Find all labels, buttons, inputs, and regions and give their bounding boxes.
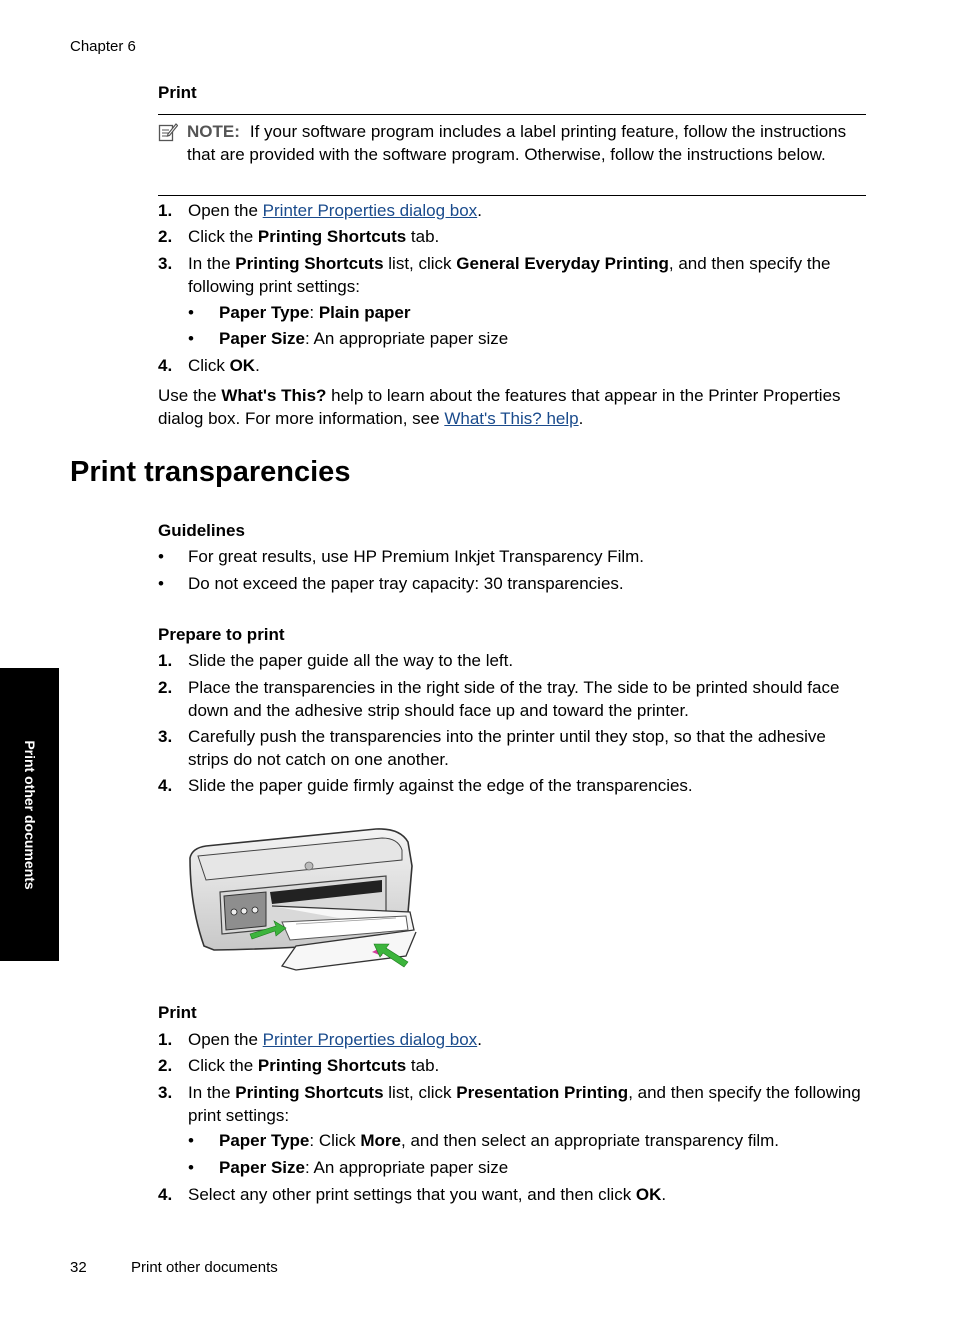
list-item — [158, 1082, 868, 1127]
step-bold: Printing Shortcuts — [257, 227, 407, 246]
step-bold: Presentation Printing — [456, 1083, 629, 1102]
help-paragraph — [158, 385, 868, 430]
section-heading-print: Print — [158, 83, 197, 102]
prepare-heading: Prepare to print — [158, 625, 285, 644]
step-number: 3. — [158, 1083, 173, 1102]
setting-text: : Click — [309, 1131, 361, 1150]
step-number: 1. — [158, 1030, 173, 1049]
note-text — [187, 121, 867, 166]
list-item — [188, 328, 868, 351]
bullet-dot: • — [188, 329, 194, 348]
note-body: If your software program includes a label printing feature, follow the instructions that are provided with the software program. Otherwise, follow the instructions below. — [187, 122, 847, 164]
step-text: Open the — [188, 1030, 263, 1049]
step-text: list, click — [383, 1083, 457, 1102]
note-top-rule — [158, 114, 866, 115]
list-item — [158, 650, 868, 673]
printer-illustration — [186, 826, 418, 972]
side-tab — [0, 668, 59, 961]
list-item — [158, 226, 868, 249]
step-bold: Printing Shortcuts — [257, 1056, 407, 1075]
step-number: 3. — [158, 727, 173, 746]
step-number: 2. — [158, 227, 173, 246]
setting-value: : An appropriate paper size — [305, 329, 509, 348]
step-number: 4. — [158, 356, 173, 375]
chapter-label: Chapter 6 — [70, 38, 136, 55]
step-number: 2. — [158, 678, 173, 697]
setting-label: Paper Size — [219, 329, 305, 348]
list-item — [188, 1157, 868, 1180]
step-number: 1. — [158, 201, 173, 220]
bullet-dot: • — [158, 574, 164, 593]
page-title: Print transparencies — [70, 456, 351, 488]
step-number: 1. — [158, 651, 173, 670]
step-text: . — [255, 356, 260, 375]
step-number: 2. — [158, 1056, 173, 1075]
step-text: Click the — [188, 1056, 258, 1075]
footer-title: Print other documents — [131, 1259, 278, 1276]
list-item — [158, 546, 868, 569]
list-item — [158, 1029, 868, 1052]
printer-properties-link[interactable]: Printer Properties dialog box — [262, 201, 478, 220]
list-item — [158, 573, 868, 596]
bullet-dot: • — [158, 547, 164, 566]
list-item — [188, 302, 868, 325]
step-text: list, click — [383, 254, 457, 273]
list-item — [158, 1055, 868, 1078]
step-text: In the — [188, 254, 236, 273]
whats-this-help-link[interactable]: What's This? help — [444, 408, 579, 428]
list-item — [158, 355, 868, 378]
step-text: Click the — [188, 227, 258, 246]
list-item — [158, 200, 868, 223]
para-text: Use the — [158, 386, 222, 405]
step-text: Place the transparencies in the right side of the tray. The side to be printed should face down and the adhesive strip should face up and toward the printer. — [188, 678, 840, 720]
bullet-dot: • — [188, 303, 194, 322]
note-label: NOTE: — [187, 122, 240, 141]
setting-value: : An appropriate paper size — [305, 1158, 509, 1177]
step-bold: Printing Shortcuts — [235, 1083, 384, 1102]
step-text: Open the — [188, 201, 263, 220]
step-text: tab. — [406, 1056, 440, 1075]
step-text: tab. — [406, 227, 440, 246]
print-heading: Print — [158, 1003, 197, 1022]
list-item — [158, 775, 868, 798]
page-number: 32 — [70, 1259, 87, 1276]
note-icon — [158, 122, 178, 142]
para-text: . — [578, 408, 584, 428]
list-item — [158, 1184, 868, 1207]
list-item — [158, 253, 868, 298]
step-text: Slide the paper guide firmly against the edge of the transparencies. — [188, 776, 693, 795]
step-bold: Printing Shortcuts — [235, 254, 384, 273]
guideline-text: For great results, use HP Premium Inkjet Transparency Film. — [188, 547, 645, 566]
setting-text: , and then select an appropriate transparency film. — [401, 1131, 780, 1150]
step-bold: General Everyday Printing — [456, 254, 669, 273]
setting-bold: More — [360, 1131, 402, 1150]
setting-value: Plain paper — [318, 303, 411, 322]
step-bold: OK — [229, 356, 256, 375]
step-text: . — [477, 201, 482, 220]
step-number: 4. — [158, 1185, 173, 1204]
bullet-dot: • — [188, 1158, 194, 1177]
para-text: help to learn about the features that appear in the Printer Properties dialog box. For more information, see — [158, 386, 841, 428]
step-text: , and then specify the following print settings: — [188, 254, 831, 296]
guideline-text: Do not exceed the paper tray capacity: 30 transparencies. — [188, 574, 624, 593]
step-number: 3. — [158, 254, 173, 273]
setting-label: Paper Type — [219, 303, 310, 322]
setting-label: Paper Size — [219, 1158, 305, 1177]
list-item — [158, 726, 868, 771]
setting-sep: : — [309, 303, 319, 322]
list-item — [158, 677, 868, 722]
bullet-dot: • — [188, 1131, 194, 1150]
step-text: , and then specify the following print settings: — [188, 1083, 861, 1125]
para-bold: What's This? — [221, 386, 327, 405]
side-tab-label: Print other documents — [21, 739, 38, 890]
step-text: Slide the paper guide all the way to the left. — [188, 651, 514, 670]
printer-properties-link[interactable]: Printer Properties dialog box — [262, 1030, 478, 1049]
step-text: Carefully push the transparencies into the printer until they stop, so that the adhesive strips do not catch on one another. — [188, 727, 826, 769]
step-text: Click — [188, 356, 230, 375]
guidelines-heading: Guidelines — [158, 521, 245, 540]
step-text: In the — [188, 1083, 236, 1102]
setting-label: Paper Type — [219, 1131, 310, 1150]
list-item — [188, 1130, 868, 1153]
step-text: Select any other print settings that you want, and then click — [188, 1185, 636, 1204]
step-text: . — [477, 1030, 482, 1049]
step-number: 4. — [158, 776, 173, 795]
step-bold: OK — [635, 1185, 662, 1204]
step-text: . — [661, 1185, 667, 1204]
note-bottom-rule — [158, 195, 866, 196]
